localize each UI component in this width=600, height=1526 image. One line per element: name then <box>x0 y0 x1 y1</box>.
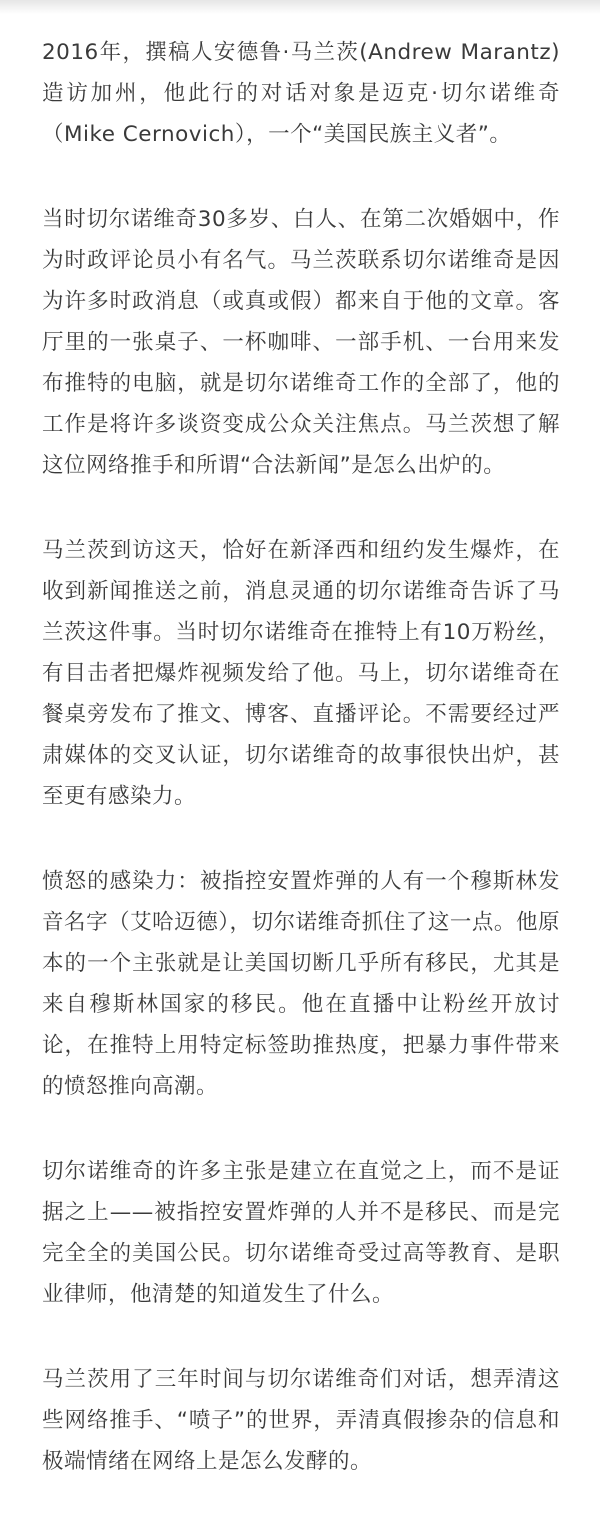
paragraph-1: 2016年，撰稿人安德鲁·马兰茨(Andrew Marantz)造访加州，他此行的对话对象是迈克·切尔诺维奇（Mike Cernovich），一个“美国民族主义者”。 <box>42 40 560 147</box>
paragraph-3: 马兰茨到访这天，恰好在新泽西和纽约发生爆炸，在收到新闻推送之前，消息灵通的切尔诺维奇告诉了马兰茨这件事。当时切尔诺维奇在推特上有10万粉丝，有目击者把爆炸视频发给了他。马上，切尔诺维奇在餐桌旁发布了推文、博客、直播评论。不需要经过严肃媒体的交叉认证，切尔诺维奇的故事很快出炉，甚至更有感染力。 <box>42 538 560 809</box>
paragraph-2: 当时切尔诺维奇30多岁、白人、在第二次婚姻中，作为时政评论员小有名气。马兰茨联系切尔诺维奇是因为许多时政消息（或真或假）都来自于他的文章。客厅里的一张桌子、一杯咖啡、一部手机、一台用来发布推特的电脑，就是切尔诺维奇工作的全部了，他的工作是将许多谈资变成公众关注焦点。马兰茨想了解这位网络推手和所谓“合法新闻”是怎么出炉的。 <box>42 207 560 478</box>
paragraph-5: 切尔诺维奇的许多主张是建立在直觉之上，而不是证据之上——被指控安置炸弹的人并不是移民、而是完完全全的美国公民。切尔诺维奇受过高等教育、是职业律师，他清楚的知道发生了什么。 <box>42 1159 560 1307</box>
paragraph-4: 愤怒的感染力：被指控安置炸弹的人有一个穆斯林发音名字（艾哈迈德），切尔诺维奇抓住了这一点。他原本的一个主张就是让美国切断几乎所有移民，尤其是来自穆斯林国家的移民。他在直播中让粉丝开放讨论，在推特上用特定标签助推热度，把暴力事件带来的愤怒推向高潮。 <box>42 869 560 1099</box>
article-body <box>42 32 560 1526</box>
paragraph-6: 马兰茨用了三年时间与切尔诺维奇们对话，想弄清这些网络推手、“喷子”的世界，弄清真假掺杂的信息和极端情绪在网络上是怎么发酵的。 <box>42 1367 560 1474</box>
top-edge-shadow <box>0 0 600 14</box>
